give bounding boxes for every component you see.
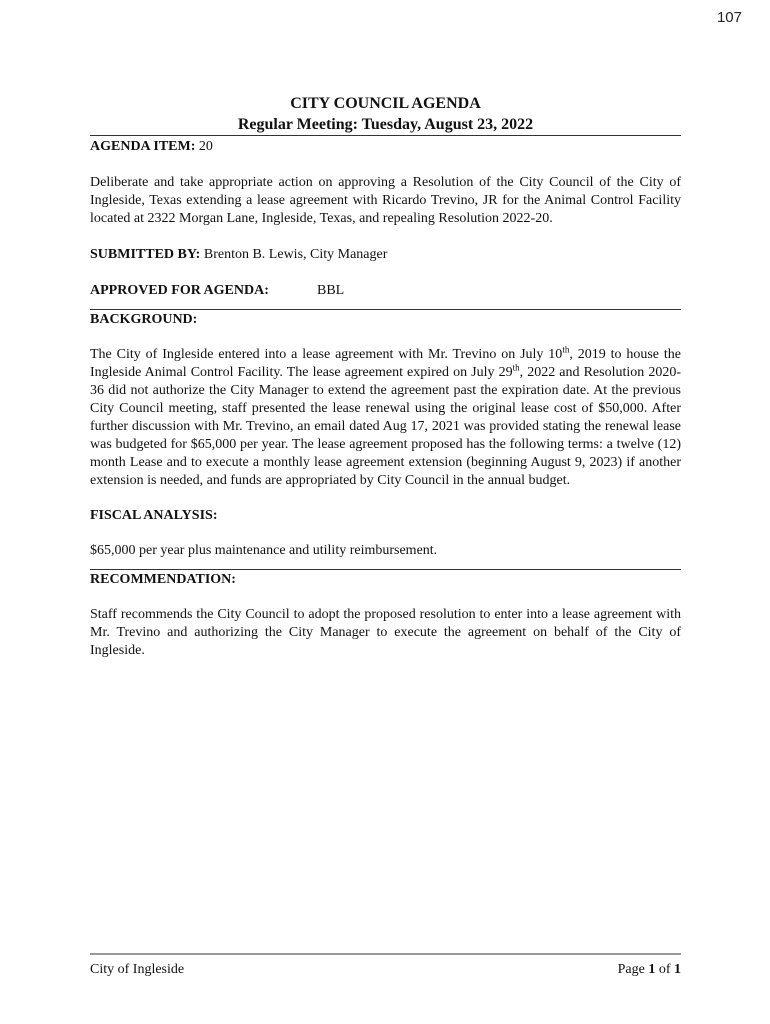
footer-city-name: City of Ingleside	[90, 962, 185, 977]
agenda-item-line	[90, 138, 681, 156]
agenda-item-label: AGENDA ITEM:	[90, 139, 196, 154]
submitted-by-value: Brenton B. Lewis, City Manager	[203, 247, 388, 262]
document-title: CITY COUNCIL AGENDA	[290, 95, 481, 112]
approved-initials: BBL	[317, 283, 345, 298]
agenda-item-number: 20	[198, 139, 213, 154]
page-footer	[90, 953, 681, 979]
meeting-date-heading: Regular Meeting: Tuesday, August 23, 2022	[237, 116, 534, 133]
background-text: The City of Ingleside entered into a lease agreement with Mr. Trevino on July 10th, 2019 to house the Ingleside Animal Control Facility. The lease agreement expired on July 29th, 2022 and Resolution 2020-36 did not authorize the City Manager to extend the agreement past the expiration date. At the previous City Council meeting, staff presented the lease renewal using the original lease cost of $50,000. After further discussion with Mr. Trevino, an email dated Aug 17, 2021 was provided stating the renewal lease was budgeted for $65,000 per year. The lease agreement proposed has the following terms: a twelve (12) month Lease and to execute a monthly lease agreement extension (beginning August 9, 2023) if another extension is needed, and funds are appropriated by City Council in the annual budget.	[90, 344, 682, 488]
agenda-description: Deliberate and take appropriate action on approving a Resolution of the City Council of the City of Ingleside, Texas extending a lease agreement with Ricardo Trevino, JR for the Animal Control Facility located at 2322 Morgan Lane, Ingleside, Texas, and repealing Resolution 2022-20.	[90, 175, 681, 226]
submitted-by-label: SUBMITTED BY:	[90, 247, 201, 262]
submitted-by-line	[90, 246, 681, 264]
page-number: 107	[716, 9, 742, 26]
recommendation-text: Staff recommends the City Council to adopt the proposed resolution to enter into a lease agreement with Mr. Trevino and authorizing the City Manager to execute the agreement on behalf of the City of Ingleside.	[90, 607, 681, 658]
recommendation-divider	[90, 569, 681, 570]
approved-label: APPROVED FOR AGENDA:	[90, 283, 269, 298]
background-heading: BACKGROUND:	[90, 312, 198, 327]
fiscal-analysis-text: $65,000 per year plus maintenance and utility reimbursement.	[90, 543, 438, 558]
fiscal-analysis-heading: FISCAL ANALYSIS:	[90, 508, 218, 523]
approved-for-agenda-line	[90, 282, 681, 300]
recommendation-heading: RECOMMENDATION:	[90, 572, 236, 587]
header-divider	[90, 135, 681, 136]
agenda-document	[90, 93, 681, 660]
footer-page-indicator: Page 1 of 1	[617, 962, 681, 977]
background-divider	[90, 309, 681, 310]
